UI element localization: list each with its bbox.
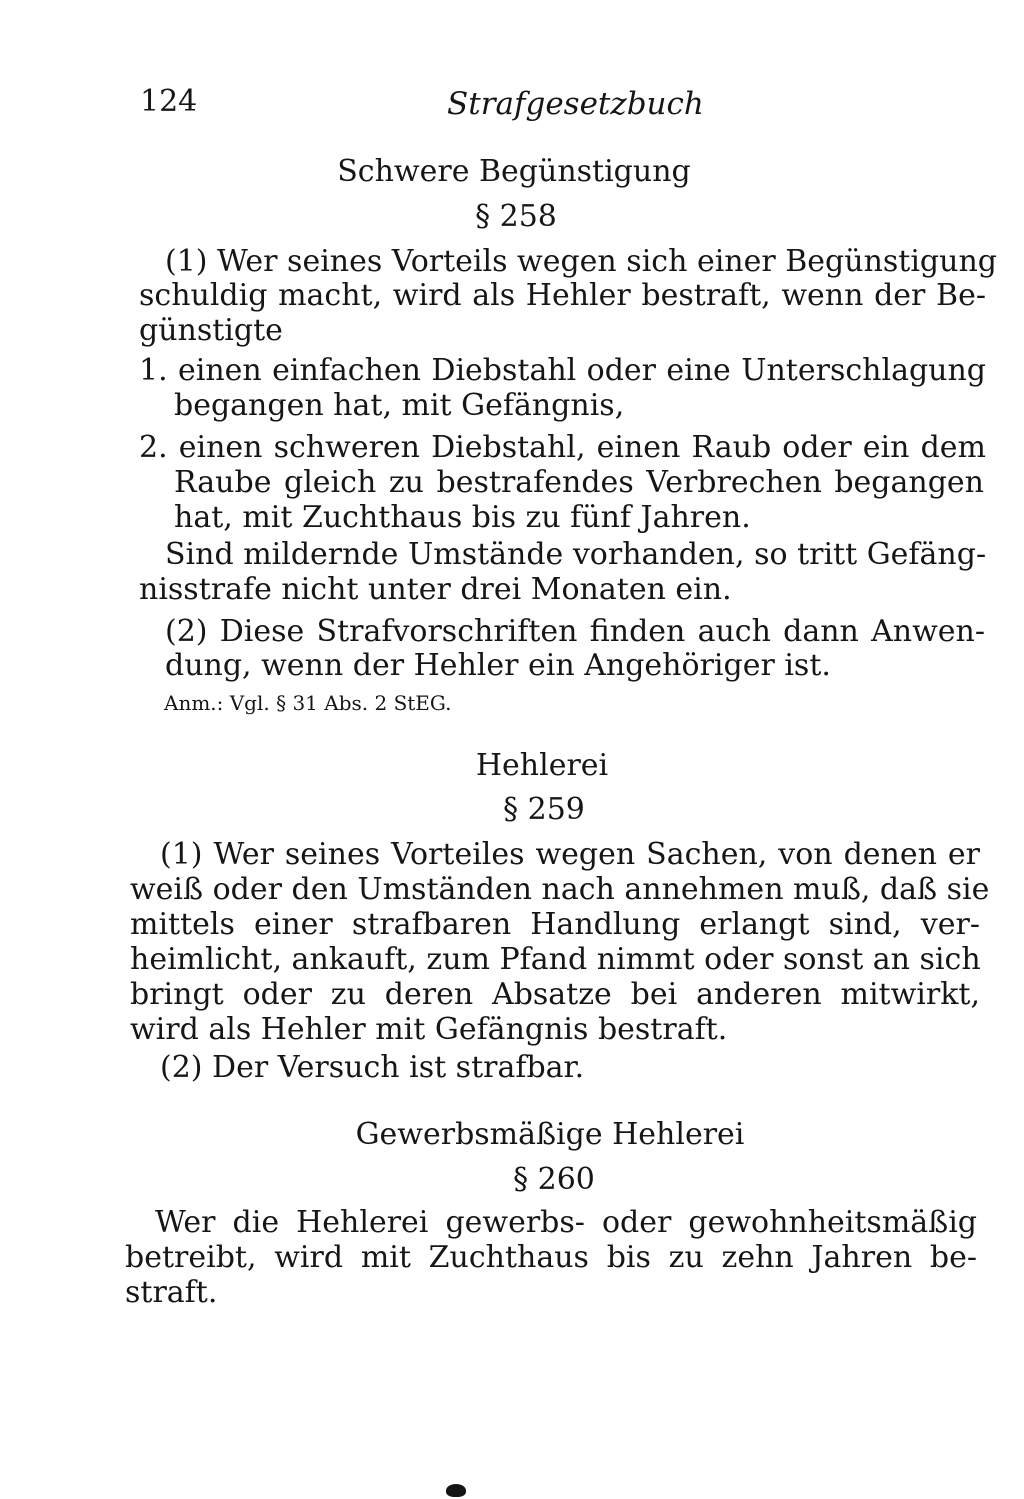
list-item-1: 1. einen einfachen Diebstahl oder eine Unterschlagung (139, 353, 986, 388)
section-title-259: Hehlerei (475, 748, 609, 783)
list-item-1-continuation: begangen hat, mit Gefängnis, (174, 388, 625, 423)
annotation-note: Anm.: Vgl. § 31 Abs. 2 StEG. (164, 691, 452, 715)
paragraph-sign-259: § 259 (503, 792, 585, 827)
text-line: (2) Diese Strafvorschriften finden auch dann Anwen- (165, 614, 985, 649)
text-line: heimlicht, ankauft, zum Pfand nimmt oder sonst an sich (130, 942, 981, 977)
text-line: Wer die Hehlerei gewerbs- oder gewohnheitsmäßig (155, 1205, 977, 1240)
text-line: (1) Wer seines Vorteils wegen sich einer Begünstigung (165, 244, 997, 279)
text-line: (1) Wer seines Vorteiles wegen Sachen, von denen er (160, 837, 980, 872)
text-line: weiß oder den Umständen nach annehmen muß, daß sie (130, 872, 990, 907)
paragraph-sign-260: § 260 (513, 1162, 595, 1197)
text-line: betreibt, wird mit Zuchthaus bis zu zehn Jahren be- (125, 1240, 977, 1275)
text-line: schuldig macht, wird als Hehler bestraft, wenn der Be- (139, 278, 986, 313)
text-line: straft. (125, 1275, 218, 1310)
text-line: dung, wenn der Hehler ein Angehöriger ist. (165, 648, 831, 683)
list-item-2-continuation: Raube gleich zu bestrafendes Verbrechen begangen (174, 465, 984, 500)
section-title-258: Schwere Begünstigung (337, 154, 691, 189)
list-item-2: 2. einen schweren Diebstahl, einen Raub oder ein dem (139, 430, 986, 465)
section-title-260: Gewerbsmäßige Hehlerei (355, 1117, 745, 1152)
text-line: günstigte (139, 313, 283, 348)
text-line: bringt oder zu deren Absatze bei anderen mitwirkt, (130, 977, 980, 1012)
page-number: 124 (140, 84, 198, 119)
paragraph-sign-258: § 258 (475, 199, 557, 234)
list-item-2-continuation: hat, mit Zuchthaus bis zu fünf Jahren. (174, 500, 751, 535)
ink-blot-mark (446, 1484, 466, 1497)
text-line: nisstrafe nicht unter drei Monaten ein. (139, 572, 732, 607)
text-line: Sind mildernde Umstände vorhanden, so tritt Gefäng- (165, 537, 987, 572)
text-line: wird als Hehler mit Gefängnis bestraft. (130, 1012, 728, 1047)
text-line: mittels einer strafbaren Handlung erlangt sind, ver- (130, 907, 980, 942)
running-title: Strafgesetzbuch (447, 86, 704, 122)
text-line: (2) Der Versuch ist strafbar. (160, 1050, 585, 1085)
